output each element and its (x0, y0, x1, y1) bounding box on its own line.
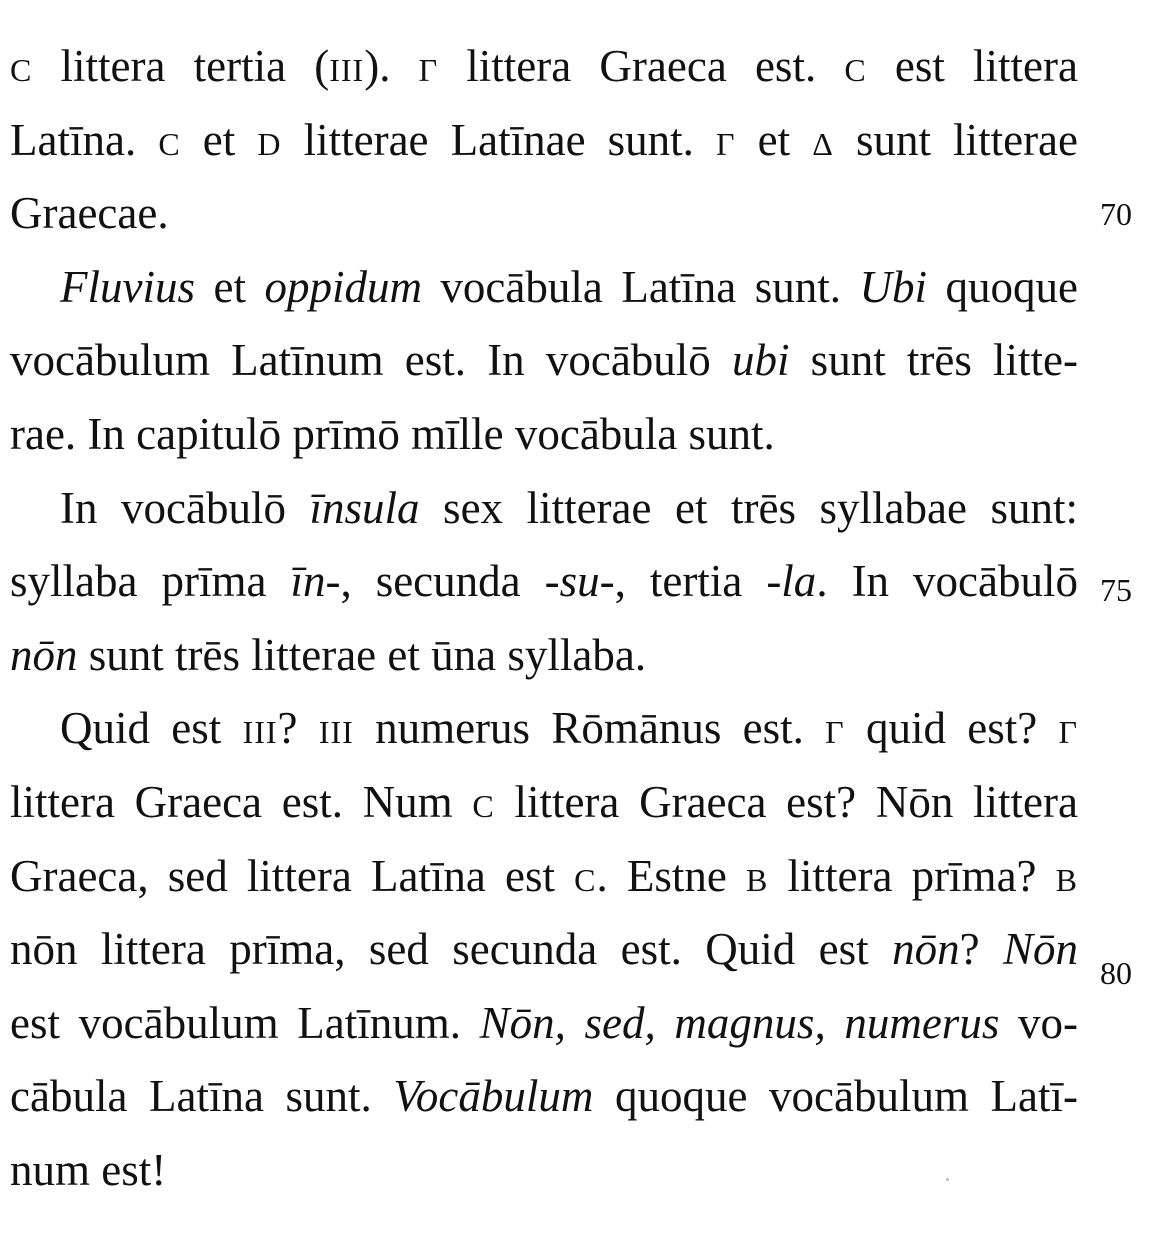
text-line (10, 177, 1078, 251)
text-segment: est littera (866, 41, 1078, 91)
text-segment: numerus Rōmānus est. (353, 703, 826, 754)
letter-symbol: c (10, 41, 33, 91)
text-segment: et (194, 261, 265, 312)
italic-word: Nōn (1002, 924, 1078, 975)
text-segment: vo- (999, 997, 1078, 1048)
letter-symbol: b (1055, 850, 1078, 901)
text-segment: quid est? (844, 703, 1059, 754)
text-segment: rae. In capitulō prīmō mīlle vocābula sunt. (10, 408, 775, 459)
line-number-75: 75 (1100, 572, 1132, 608)
text-segment: quoque (927, 261, 1078, 312)
text-segment: sunt litterae (833, 114, 1078, 165)
letter-symbol: iii (318, 703, 354, 754)
text-segment: littera Graeca est. Num (10, 776, 473, 827)
letter-symbol: b (746, 850, 769, 901)
text-segment: littera tertia ( (32, 41, 330, 91)
text-segment: sex litterae et trēs syllabae sunt: (419, 482, 1078, 533)
italic-word: īn- (290, 556, 341, 607)
text-segment: , secunda (340, 556, 545, 607)
italic-word: -su- (544, 556, 615, 607)
text-segment: In vocābulō (60, 482, 310, 533)
italic-word: īnsula (309, 482, 420, 533)
italic-word: ubi (731, 335, 790, 386)
text-segment: nōn littera prīma, sed secunda est. Quid est (10, 924, 893, 975)
letter-symbol: c (574, 850, 597, 901)
italic-word: nōn (892, 924, 960, 975)
text-segment: et (180, 114, 258, 165)
text-line (10, 692, 1078, 766)
letter-symbol: iii (242, 703, 278, 754)
text-segment: littera Graeca est. (438, 41, 845, 91)
text-segment: quoque vocābulum Latī- (593, 1071, 1078, 1122)
text-line (10, 766, 1078, 840)
text-line (10, 913, 1078, 987)
text-segment: litterae Latīnae sunt. (281, 114, 717, 165)
letter-symbol: γ (1058, 703, 1078, 754)
text-segment: Graecae. (10, 188, 169, 239)
text-segment: cābula Latīna sunt. (10, 1071, 394, 1122)
text-line (10, 1060, 1078, 1134)
line-number-70: 70 (1100, 196, 1132, 232)
italic-word: Fluvius (60, 261, 195, 312)
text-line (10, 251, 1078, 325)
letter-symbol: δ (812, 114, 834, 165)
text-segment: ). (364, 41, 419, 91)
text-line (10, 104, 1078, 178)
text-line (10, 619, 1078, 693)
letter-symbol: c (158, 114, 181, 165)
letter-symbol: c (472, 776, 495, 827)
text-segment: Latīna. (10, 114, 159, 165)
text-line (10, 545, 1078, 619)
text-segment: sunt trēs litterae et ūna syllaba. (77, 629, 647, 680)
text-line (10, 30, 1078, 104)
scan-speck (946, 1178, 949, 1181)
italic-word: -la (766, 556, 817, 607)
text-line (10, 324, 1078, 398)
letter-symbol: d (257, 114, 282, 165)
text-line (10, 987, 1078, 1061)
text-segment: num est! (10, 1144, 167, 1195)
letter-symbol: γ (418, 41, 439, 91)
text-segment: sunt trēs litte- (789, 335, 1078, 386)
italic-word: oppidum (264, 261, 422, 312)
italic-word: nōn (10, 629, 78, 680)
text-line (10, 398, 1078, 472)
text-segment: littera prīma? (768, 850, 1056, 901)
text-segment: vocābulum Latīnum est. In vocābulō (10, 335, 732, 386)
text-segment: vocābula Latīna sunt. (421, 261, 860, 312)
italic-word: Nōn, sed, magnus, numerus (479, 997, 1000, 1048)
text-segment: ? (277, 703, 319, 754)
letter-symbol: c (844, 41, 867, 91)
text-segment: . In vocābulō (816, 556, 1078, 607)
text-line (10, 472, 1078, 546)
text-segment: Graeca, sed littera Latīna est (10, 850, 575, 901)
text-segment: , tertia (614, 556, 767, 607)
text-segment: syllaba prīma (10, 556, 291, 607)
text-segment: ? (959, 924, 1003, 975)
text-segment: . Estne (596, 850, 747, 901)
letter-symbol: γ (825, 703, 845, 754)
latin-text-column (10, 30, 1078, 1208)
letter-symbol: iii (329, 41, 365, 91)
text-segment: est vocābulum Latīnum. (10, 997, 480, 1048)
text-line (10, 840, 1078, 914)
text-segment: et (735, 114, 813, 165)
letter-symbol: γ (716, 114, 736, 165)
text-segment: Quid est (60, 703, 243, 754)
text-line (10, 1134, 1078, 1208)
line-number-80: 80 (1100, 955, 1132, 991)
italic-word: Vocābulum (393, 1071, 594, 1122)
italic-word: Ubi (859, 261, 928, 312)
text-segment: littera Graeca est? Nōn littera (494, 776, 1078, 827)
